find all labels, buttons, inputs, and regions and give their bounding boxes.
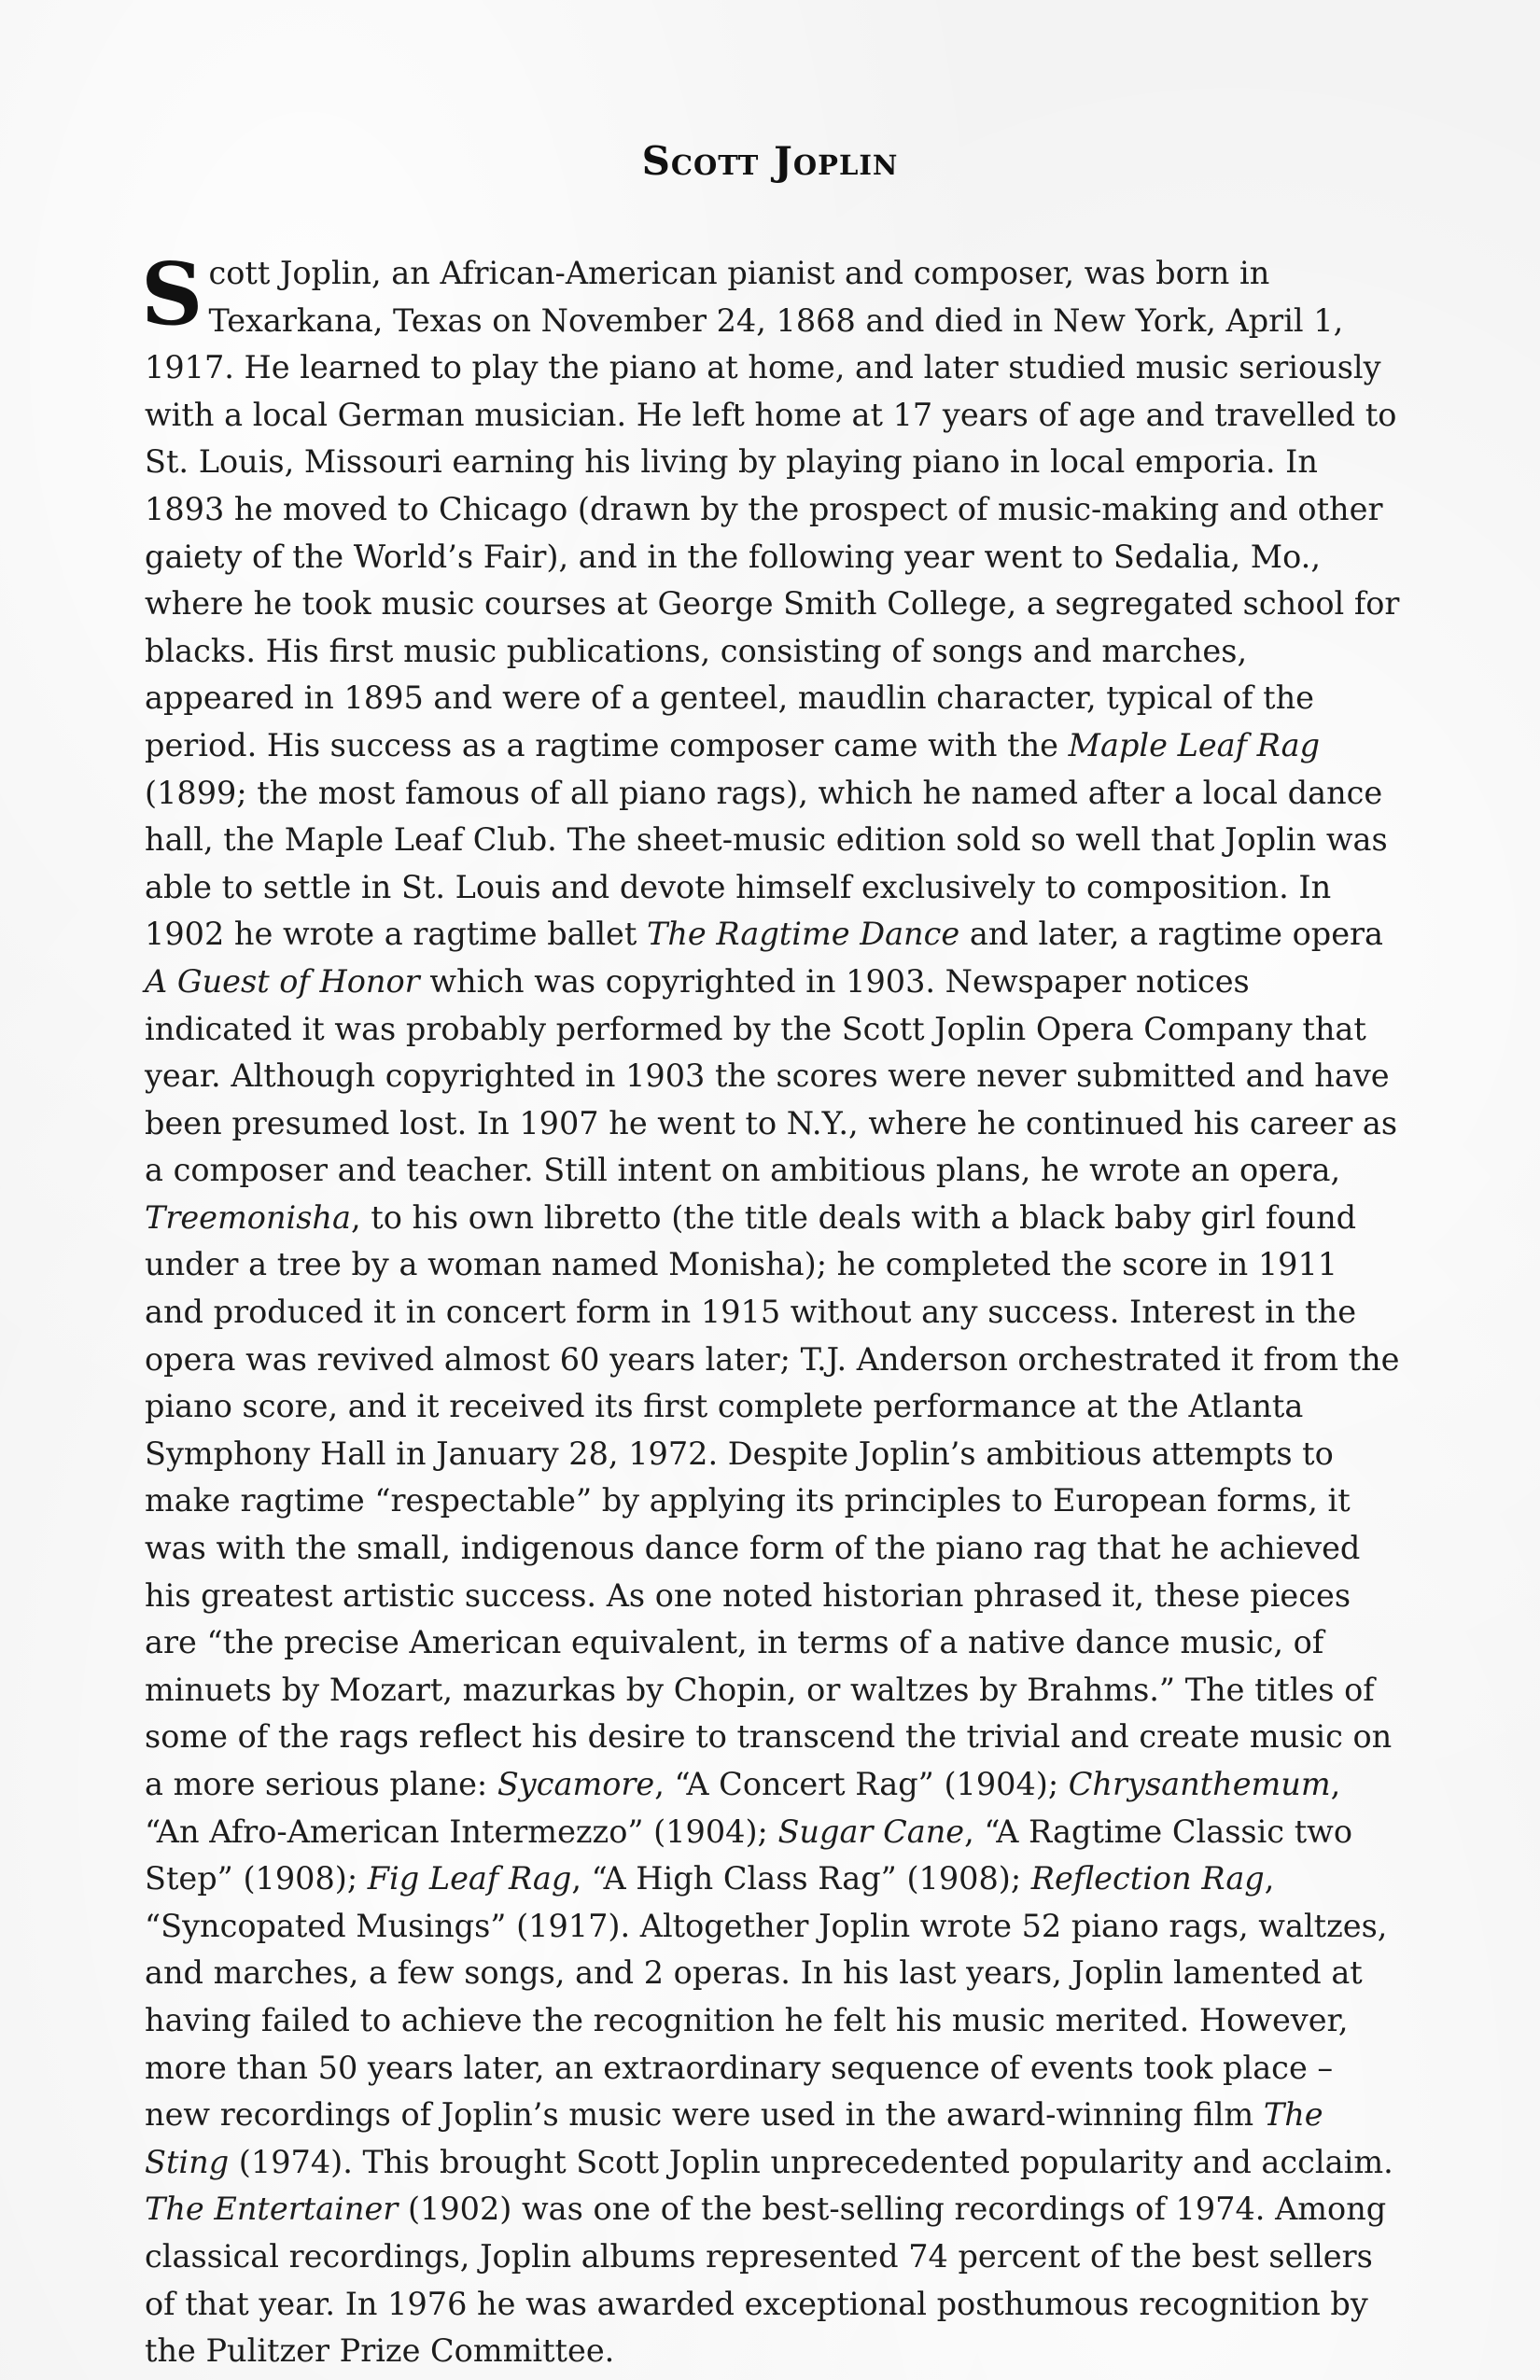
text-segment: (1899; the most famous of all piano rags), which he named after a local dance hall, the Maple Leaf Club. The sheet-music edition sold so well that Joplin was able to settle in St. Louis and devote himself exclusively to composition. In 1902 he wrote a ragtime ballet xyxy=(145,774,1388,953)
text-segment: , “Syncopated Musings” (1917). Altogether Joplin wrote 52 piano rags, waltzes, and marches, a few songs, and 2 operas. In his last years, Joplin lamented at having failed to achieve the recognition he felt his music merited. However, more than 50 years later, an extraordinary sequence of events took place – new recordings of Joplin’s music were used in the award-winning film xyxy=(145,1860,1388,2134)
page-title: Scott Joplin xyxy=(641,138,899,184)
text-segment: and later, a ragtime opera xyxy=(959,916,1384,953)
work-title-fig-leaf-rag: Fig Leaf Rag xyxy=(367,1860,572,1897)
work-title-treemonisha: Treemonisha xyxy=(145,1198,351,1236)
work-title-chrysanthemum: Chrysanthemum xyxy=(1068,1766,1331,1802)
work-title-guest-of-honor: A Guest of Honor xyxy=(145,962,420,1000)
text-segment: , “A Concert Rag” (1904); xyxy=(654,1766,1069,1802)
text-segment: , “A Ragtime Classic two Step” (1908); xyxy=(145,1813,1353,1897)
text-segment: (1902) was one of the best-selling recordings of 1974. Among classical recordings, Joplin albums represented 74 percent of the best sellers of that year. In 1976 he was awarded exceptional posthumous recognition by the Pulitzer Prize Committee. xyxy=(145,2191,1387,2370)
work-title-maple-leaf-rag: Maple Leaf Rag xyxy=(1068,726,1321,763)
work-title-sugar-cane: Sugar Cane xyxy=(777,1813,965,1850)
biography-paragraph xyxy=(141,244,1400,2375)
work-title-reflection-rag: Reflection Rag xyxy=(1030,1860,1265,1897)
text-segment: which was copyrighted in 1903. Newspaper notices indicated it was probably performed by the Scott Joplin Opera Company that year. Although copyrighted in 1903 the scores were never submitted and have been presumed lost. In 1907 he went to N.Y., where he continued his career as a composer and teacher. Still intent on ambitious plans, he wrote an opera, xyxy=(145,962,1398,1189)
text-segment: , “A High Class Rag” (1908); xyxy=(571,1860,1031,1897)
work-title-sycamore: Sycamore xyxy=(497,1766,655,1802)
work-title-ragtime-dance: The Ragtime Dance xyxy=(647,916,960,953)
text-segment: cott Joplin, an African-American pianist and composer, was born in Texarkana, Texas on November 24, 1868 and died in New York, April 1, 1917. He learned to play the piano at home, and later studied music seriously with a local German musician. He left home at 17 years of age and travelled to St. Louis, Missouri earning his living by playing piano in local emporia. In 1893 he moved to Chicago (drawn by the prospect of music-making and other gaiety of the World’s Fair), and in the following year went to Sedalia, Mo., where he took music courses at George Smith College, a segregated school for blacks. His first music publications, consisting of songs and marches, appeared in 1895 and were of a genteel, maudlin character, typical of the period. His success as a ragtime composer came with the xyxy=(145,255,1400,763)
text-segment: , “An Afro-American Intermezzo” (1904); xyxy=(145,1766,1341,1850)
drop-cap-letter: S xyxy=(141,244,203,344)
work-title-the-entertainer: The Entertainer xyxy=(145,2191,399,2228)
work-title-the-sting: The Sting xyxy=(145,2096,1323,2180)
text-segment: (1974). This brought Scott Joplin unprecedented popularity and acclaim. xyxy=(229,2143,1393,2180)
text-segment: , to his own libretto (the title deals with a black baby girl found under a tree by a woman named Monisha); he completed the score in 1911 and produced it in concert form in 1915 without any success. Interest in the opera was revived almost 60 years later; T.J. Anderson orchestrated it from the piano score, and it received its first complete performance at the Atlanta Symphony Hall in January 28, 1972. Despite Joplin’s ambitious attempts to make ragtime “respectable” by applying its principles to European forms, it was with the small, indigenous dance form of the piano rag that he achieved his greatest artistic success. As one noted historian phrased it, these pieces are “the precise American equivalent, in terms of a native dance music, of minuets by Mozart, mazurkas by Chopin, or waltzes by Brahms.” The titles of some of the rags reflect his desire to transcend the trivial and create music on a more serious plane: xyxy=(145,1198,1400,1802)
